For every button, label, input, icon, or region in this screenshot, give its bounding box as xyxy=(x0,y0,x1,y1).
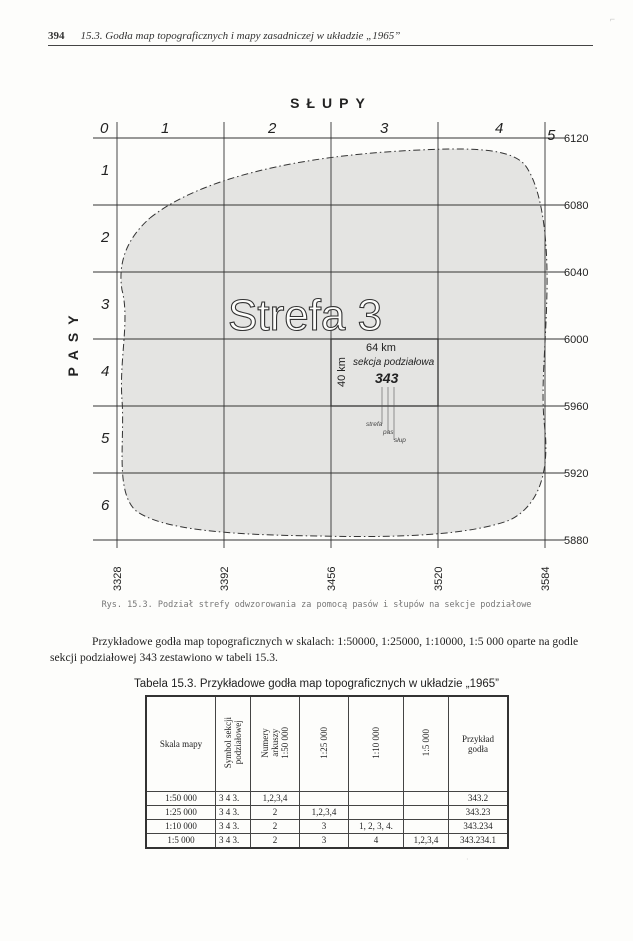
cell-symbol: 3 4 3. xyxy=(216,806,251,820)
page-number: 394 xyxy=(48,30,65,42)
table-row xyxy=(146,834,508,849)
cell-25000: 1,2,3,4 xyxy=(300,806,349,820)
body-paragraph xyxy=(50,634,598,666)
pointer-label-zone: strefa xyxy=(366,421,383,428)
rows-axis-title: PASY xyxy=(65,307,81,377)
row-number-5: 5 xyxy=(101,430,110,447)
column-number-1: 1 xyxy=(161,120,170,137)
pointer-label-row: pas xyxy=(383,429,394,436)
cell-example: 343.23 xyxy=(449,806,509,820)
columns-axis-title: SŁUPY xyxy=(290,95,372,111)
section-height-label: 40 km xyxy=(336,357,348,387)
zone-outline xyxy=(121,149,547,537)
row-number-4: 4 xyxy=(101,363,110,380)
cell-sheets: 2 xyxy=(251,834,300,849)
column-number-0: 0 xyxy=(100,120,109,137)
cell-10000 xyxy=(349,806,404,820)
row-number-3: 3 xyxy=(101,296,110,313)
row-number-6: 6 xyxy=(101,497,110,514)
bottom-coord-1: 3392 xyxy=(219,566,231,591)
figure-caption: Rys. 15.3. Podział strefy odwzorowania za pomocą pasów i słupów na sekcje podziałowe xyxy=(101,600,532,610)
header-25000: 1:25 000 xyxy=(300,696,349,792)
right-coord-2: 6040 xyxy=(564,267,589,279)
cell-scale: 1:50 000 xyxy=(146,792,216,806)
scan-dust: · xyxy=(466,855,469,864)
cell-25000: 3 xyxy=(300,834,349,849)
bottom-coord-0: 3328 xyxy=(112,566,124,591)
cell-sheets: 2 xyxy=(251,820,300,834)
right-coord-3: 6000 xyxy=(564,334,589,346)
cell-5000 xyxy=(404,792,449,806)
table-row xyxy=(146,792,508,806)
bottom-coord-2: 3456 xyxy=(326,566,338,591)
header-section-symbol: Symbol sekcji podziałowej xyxy=(216,696,251,792)
cell-example: 343.2 xyxy=(449,792,509,806)
section-code: 343 xyxy=(375,370,399,386)
cell-25000: 3 xyxy=(300,820,349,834)
bottom-coord-3: 3520 xyxy=(433,566,445,591)
cell-5000 xyxy=(404,806,449,820)
table-row xyxy=(146,820,508,834)
table-title: Tabela 15.3. Przykładowe godła map topograficznych w układzie „1965” xyxy=(133,678,499,690)
cell-10000: 4 xyxy=(349,834,404,849)
paragraph-text: Przykładowe godła map topograficznych w skalach: 1:50000, 1:25000, 1:10000, 1:5 000 oparte na godle sekcji podziałowej 343 zestawiono w tabeli 15.3. xyxy=(50,635,579,664)
cell-25000 xyxy=(300,792,349,806)
cell-10000: 1, 2, 3, 4. xyxy=(349,820,404,834)
zone-title: Strefa 3 xyxy=(228,291,383,340)
map-codes-table xyxy=(145,695,509,849)
row-number-2: 2 xyxy=(101,229,110,246)
section-name-label: sekcja podziałowa xyxy=(353,357,435,368)
right-coord-4: 5960 xyxy=(564,401,589,413)
cell-example: 343.234 xyxy=(449,820,509,834)
column-number-4: 4 xyxy=(495,120,504,137)
cell-symbol: 3 4 3. xyxy=(216,834,251,849)
column-number-3: 3 xyxy=(380,120,389,137)
cell-sheets: 2 xyxy=(251,806,300,820)
cell-symbol: 3 4 3. xyxy=(216,820,251,834)
header-sheet-numbers: Numery arkuszy 1:50 000 xyxy=(251,696,300,792)
header-5000: 1:5 000 xyxy=(404,696,449,792)
table-header-row xyxy=(146,696,508,792)
table-row xyxy=(146,806,508,820)
cell-scale: 1:10 000 xyxy=(146,820,216,834)
cell-5000: 1,2,3,4 xyxy=(404,834,449,849)
cell-scale: 1:25 000 xyxy=(146,806,216,820)
bottom-coord-4: 3584 xyxy=(540,566,552,591)
column-number-2: 2 xyxy=(268,120,277,137)
cell-scale: 1:5 000 xyxy=(146,834,216,849)
right-coord-1: 6080 xyxy=(564,200,589,212)
right-coord-5: 5920 xyxy=(564,468,589,480)
pointer-label-column: słup xyxy=(394,437,406,444)
section-width-label: 64 km xyxy=(366,342,396,354)
cell-symbol: 3 4 3. xyxy=(216,792,251,806)
cell-10000 xyxy=(349,792,404,806)
scan-mark: ⌐ xyxy=(609,14,615,24)
cell-example: 343.234.1 xyxy=(449,834,509,849)
row-number-1: 1 xyxy=(101,162,110,179)
header-10000: 1:10 000 xyxy=(349,696,404,792)
header-scale: Skala mapy xyxy=(146,696,216,792)
cell-5000 xyxy=(404,820,449,834)
running-title: 15.3. Godła map topograficznych i mapy zasadniczej w układzie „1965” xyxy=(80,30,401,42)
right-coord-0: 6120 xyxy=(564,133,589,145)
column-number-5: 5 xyxy=(547,127,556,144)
header-example-code: Przykład godła xyxy=(449,696,509,792)
cell-sheets: 1,2,3,4 xyxy=(251,792,300,806)
right-coord-6: 5880 xyxy=(564,535,589,547)
